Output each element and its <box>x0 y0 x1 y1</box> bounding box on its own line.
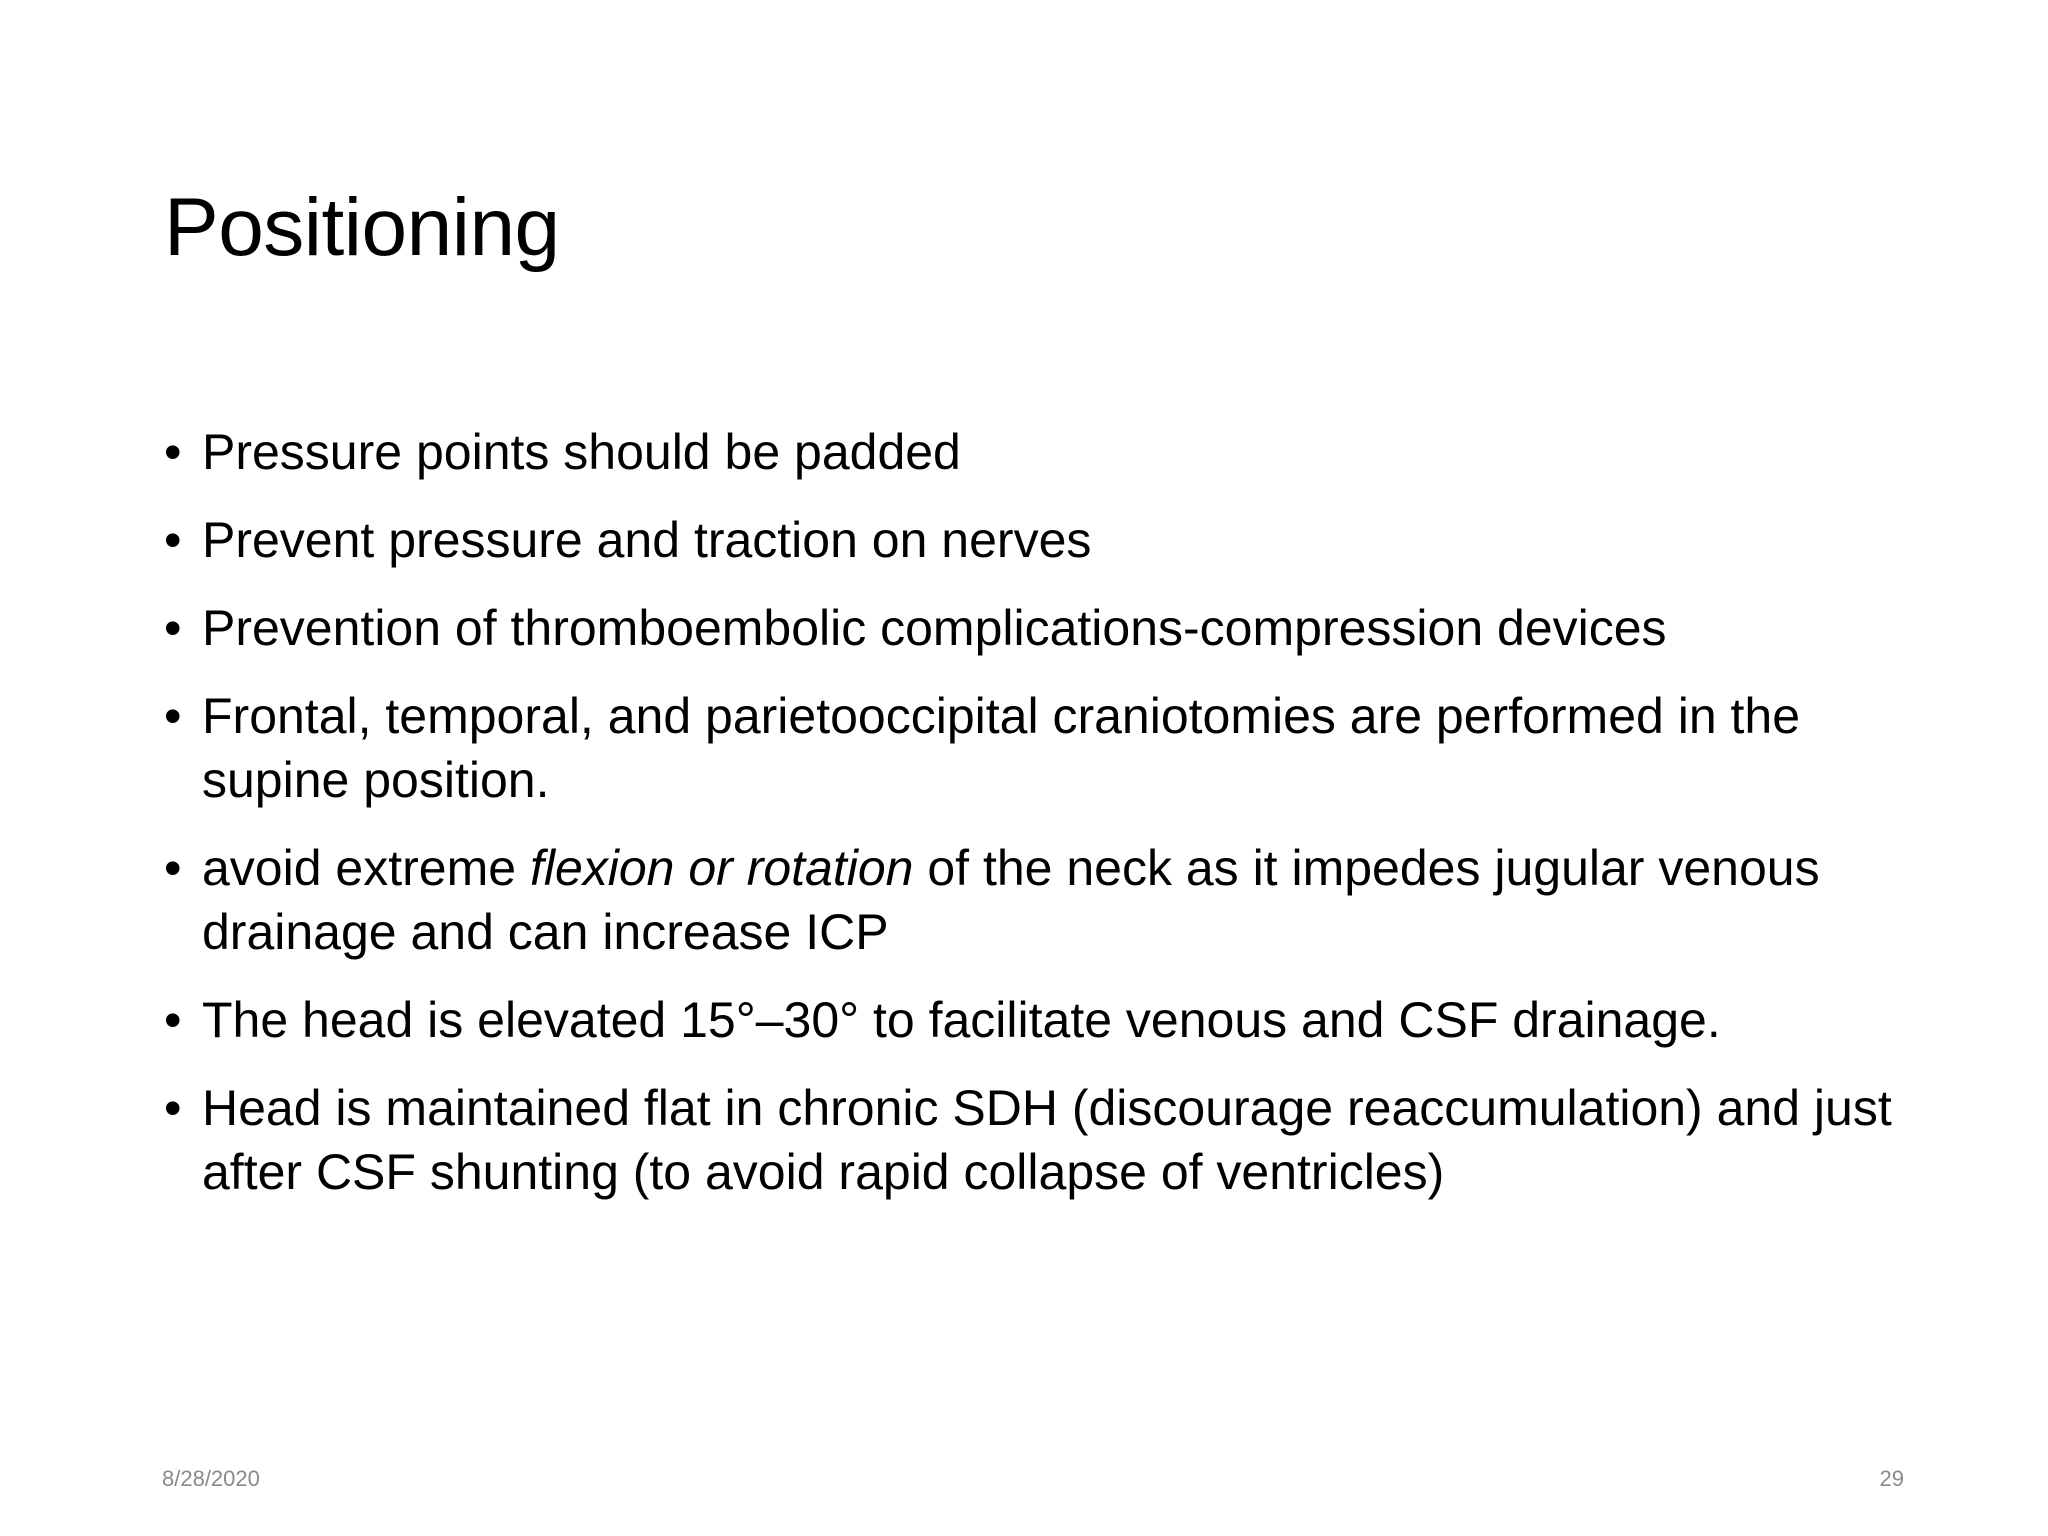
bullet-icon: • <box>164 688 182 744</box>
bullet-item-2 <box>164 508 1924 572</box>
bullet-text: Prevention of thromboembolic complications-compression devices <box>202 600 1667 656</box>
bullet-text-italic: flexion or rotation <box>529 840 914 896</box>
bullet-text-before: avoid extreme <box>202 840 530 896</box>
bullet-item-1 <box>164 420 1924 484</box>
bullet-icon: • <box>164 512 182 568</box>
bullet-item-4 <box>164 684 1924 812</box>
bullet-text: Frontal, temporal, and parietooccipital craniotomies are performed in the supine position. <box>202 688 1801 808</box>
bullet-icon: • <box>164 600 182 656</box>
bullet-item-7 <box>164 1076 1924 1204</box>
bullet-item-5 <box>164 836 1924 964</box>
footer-date: 8/28/2020 <box>162 1466 260 1491</box>
slide-title: Positioning <box>164 182 560 273</box>
bullet-icon: • <box>164 1080 182 1136</box>
bullet-text-after: of the neck as it impedes jugular venous drainage and can increase ICP <box>202 840 1820 960</box>
bullet-icon: • <box>164 840 182 896</box>
bullet-text: The head is elevated 15°–30° to facilitate venous and CSF drainage. <box>202 992 1721 1048</box>
bullet-list <box>164 420 1924 1228</box>
page-number: 29 <box>1879 1466 1904 1491</box>
bullet-text: Prevent pressure and traction on nerves <box>202 512 1092 568</box>
bullet-icon: • <box>164 992 182 1048</box>
bullet-item-3 <box>164 596 1924 660</box>
bullet-text: Head is maintained flat in chronic SDH (discourage reaccumulation) and just after CSF shunting (to avoid rapid collapse of ventricles) <box>202 1080 1892 1200</box>
bullet-icon: • <box>164 424 182 480</box>
bullet-text: Pressure points should be padded <box>202 424 961 480</box>
bullet-item-6 <box>164 988 1924 1052</box>
